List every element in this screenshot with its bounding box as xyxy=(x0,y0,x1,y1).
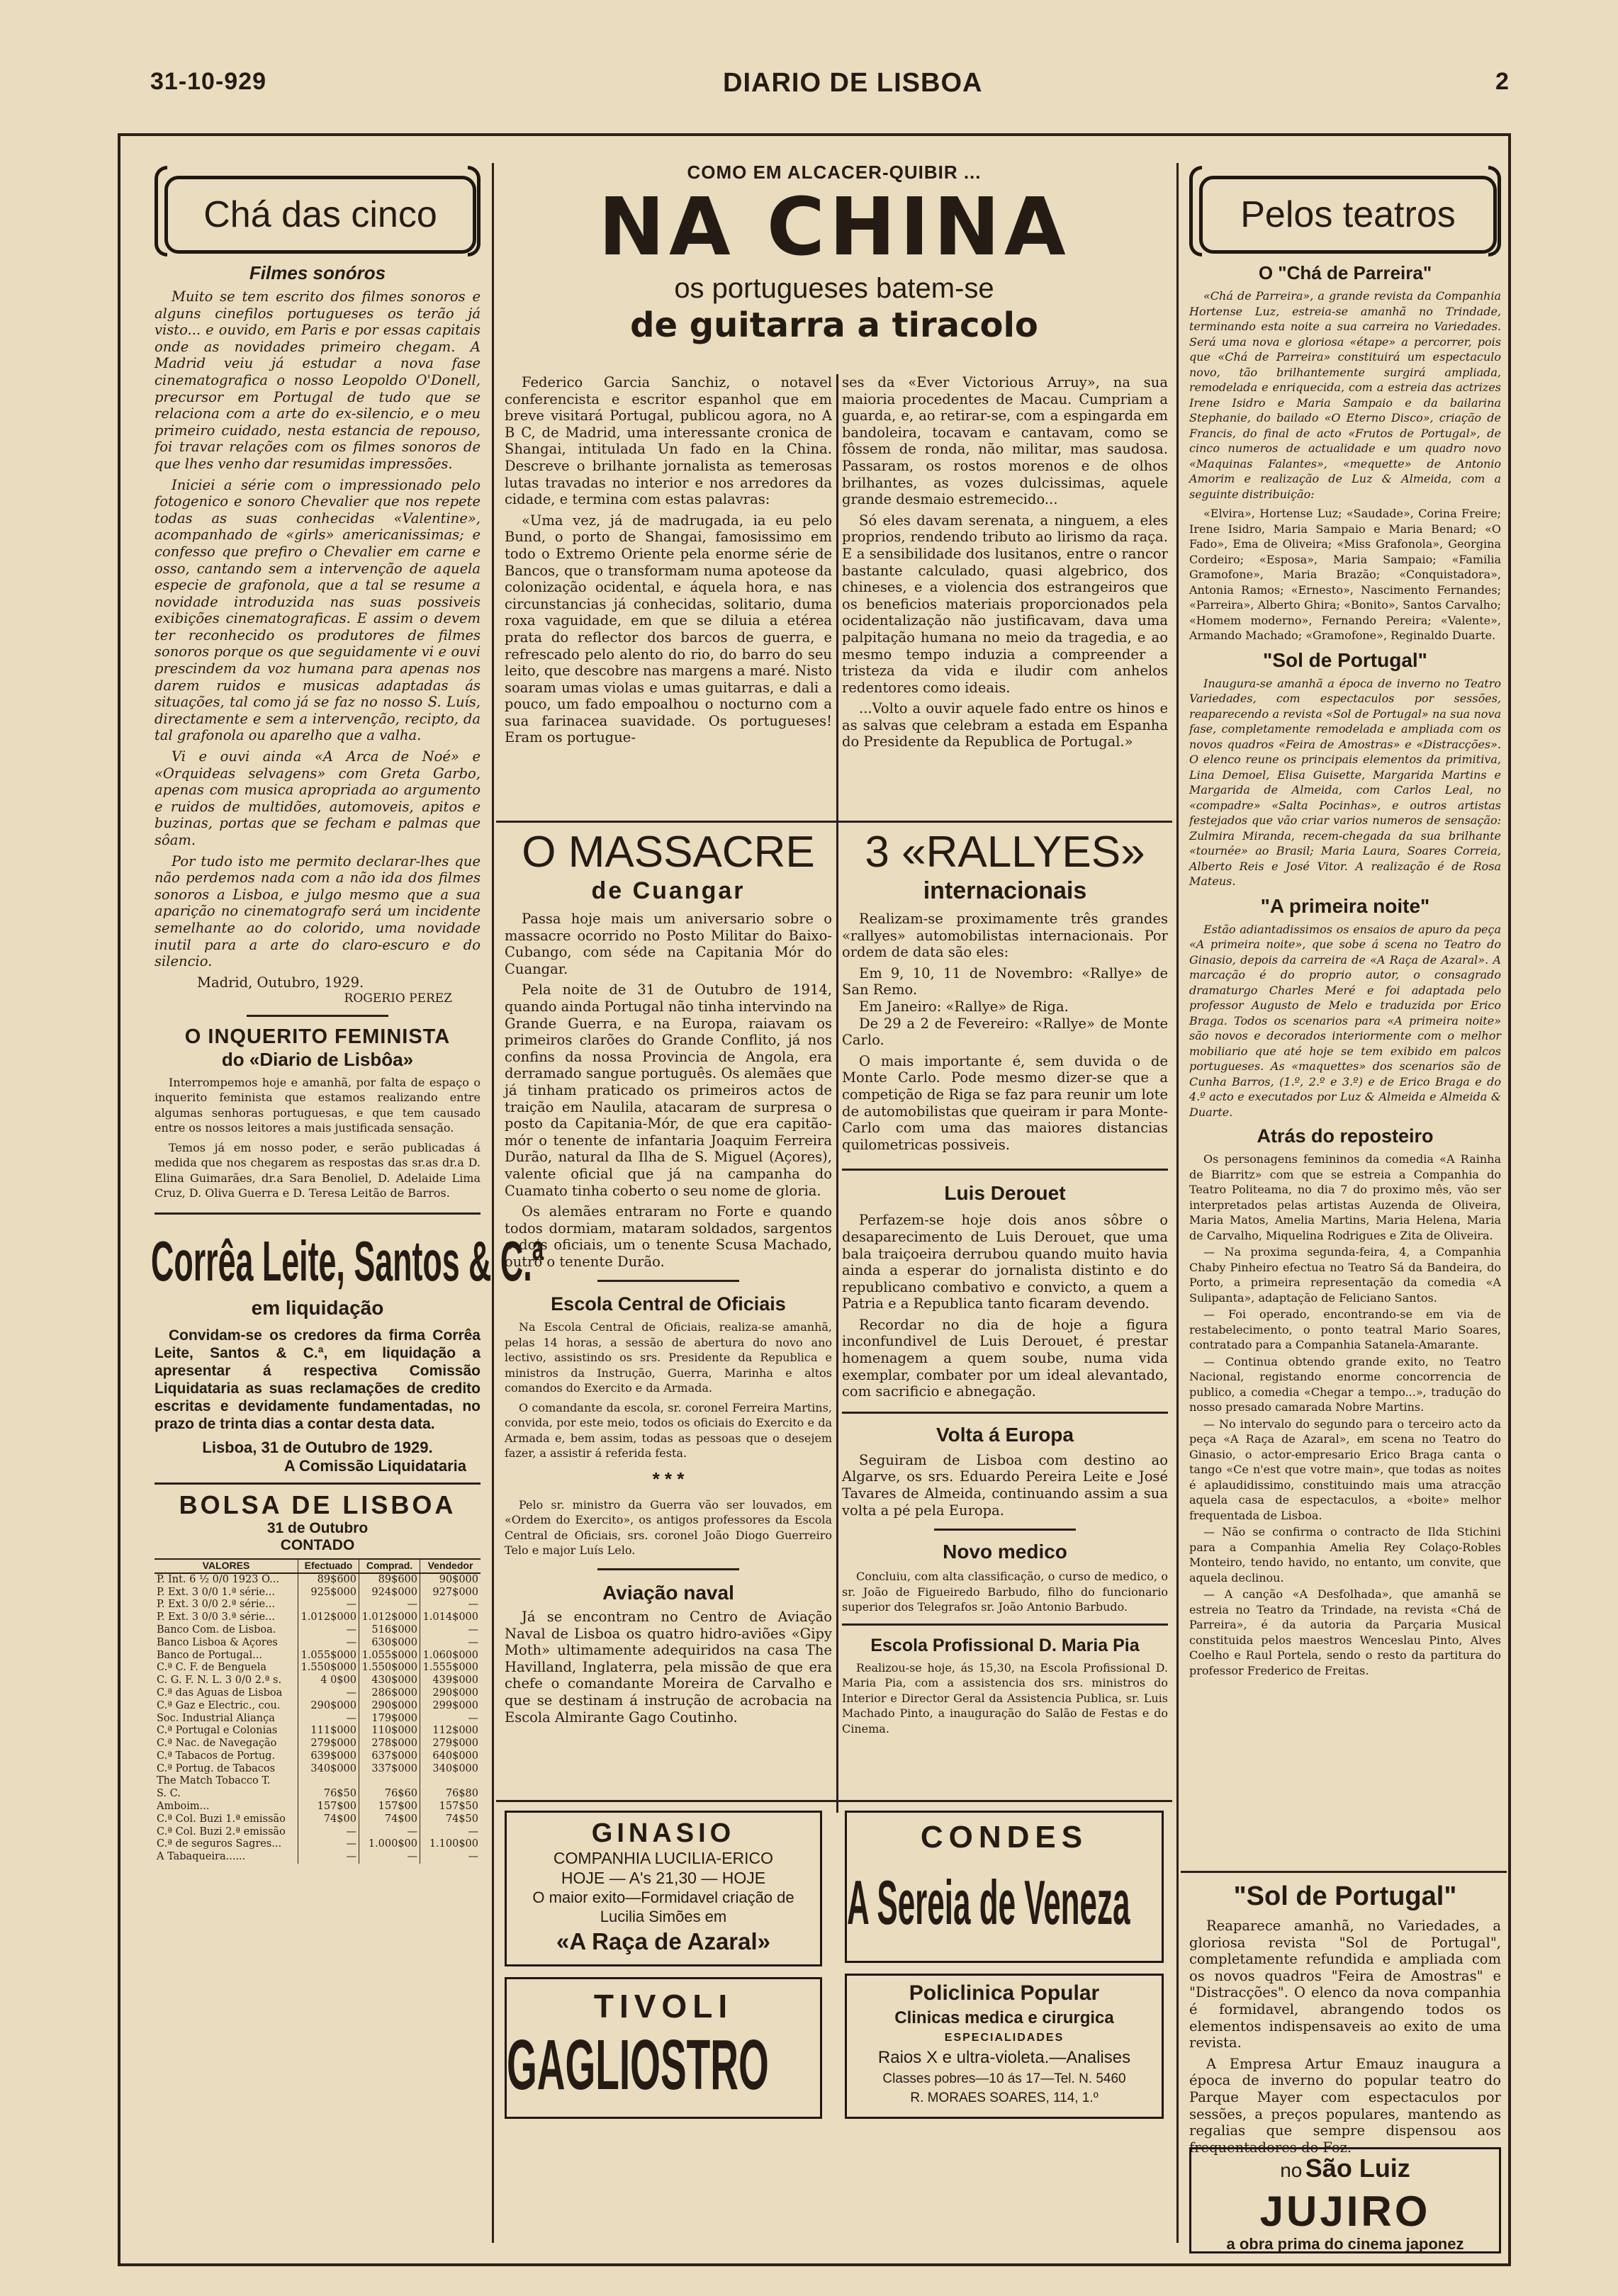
bolsa-header-cell: Efectuado xyxy=(298,1559,359,1573)
bolsa-price-cell: 639$000 xyxy=(298,1750,359,1763)
massacre-subtitle: de Cuangar xyxy=(591,877,746,904)
rallyes-title: 3 «RALLYES» xyxy=(865,828,1145,877)
sao-luiz-pre: no xyxy=(1280,2159,1303,2181)
ornament-bracket-left xyxy=(1189,166,1202,257)
bolsa-price-cell: — xyxy=(359,1851,420,1864)
china-subtitle: os portugueses batem-se xyxy=(674,273,994,304)
sol-portugal-ad xyxy=(1189,1879,1501,2160)
china-headline-block xyxy=(496,162,1172,346)
filmes-paragraph: Por tudo isto me permito declarar-lhes que não perdemos nada com a não ida dos filmes sonoros a Lisboa, e julgo mesmo que a sua aparição no cinematografo será um incidente semelhante ao do colorido, uma novidade inutil para a arte do claro-escuro e do silencio. xyxy=(155,852,481,970)
bolsa-security-cell: Soc. Industrial Aliança xyxy=(157,1712,275,1724)
escola-paragraph: O comandante da escola, sr. coronel Ferreira Martins, convida, por este meio, todos os oficiais do Exercito e da Armada e, bem assim, todas as pessoas que o desejem fazer, a assistir á referida festa. xyxy=(505,1400,832,1461)
bolsa-security-cell: Amboim... xyxy=(157,1801,210,1813)
bolsa-price-cell: 637$000 xyxy=(359,1750,420,1763)
china-paragraph: Federico Garcia Sanchiz, o notavel conferencista e escritor espanhol que em breve visitará Portugal, publicou agora, no A B C, de Madrid, uma interessante cronica de Shangai, intitulada Un fado en la China. Descreve o brilhante jornalista as temerosas lutas travadas no interior e nos arredores da cidade, e termina com estas palavras: xyxy=(505,374,832,508)
bolsa-price-cell: — xyxy=(298,1713,359,1726)
bolsa-security-cell: Banco Lisboa & Açores xyxy=(157,1636,278,1648)
bolsa-price-cell: 110$000 xyxy=(359,1725,420,1738)
separator xyxy=(842,1623,1168,1626)
derouet-paragraph: Recordar no dia de hoje a figura inconfundivel de Luis Derouet, é prestar homenagem a quem soube, numa vida exemplar, combater por um ideal alevantado, com sacrificio e abnegação. xyxy=(842,1316,1168,1400)
bolsa-price-cell: 278$000 xyxy=(359,1738,420,1750)
bolsa-price-cell: — xyxy=(420,1599,481,1611)
bolsa-header-row xyxy=(155,1559,481,1573)
tivoli-ad xyxy=(505,1977,822,2119)
ornament-bracket-right xyxy=(1488,166,1501,257)
rallyes-paragraph: O mais importante é, sem duvida o de Monte Carlo. Pode mesmo dizer-se que a competição de Riga se faz para reunir um lote de automobilistas que queiram ir para Monte-Carlo com uma das maiores distancias quilometricas possiveis. xyxy=(842,1052,1168,1153)
bolsa-row xyxy=(155,1687,481,1700)
filmes-place: Madrid, Outubro, 1929. xyxy=(197,974,364,991)
bolsa-price-cell: 4 0$00 xyxy=(298,1675,359,1687)
tivoli-title: TIVOLI xyxy=(593,1988,734,2025)
column-4 xyxy=(1189,163,1501,1682)
bolsa-price-cell: — xyxy=(420,1624,481,1637)
bolsa-security-cell: C.ª Gaz e Electric., cou. xyxy=(157,1699,281,1711)
separator xyxy=(842,1169,1168,1171)
separator xyxy=(155,1212,481,1215)
europa-title: Volta á Europa xyxy=(936,1423,1074,1446)
atras-paragraph: — Foi operado, encontrando-se em via de restabelecimento, o ponto teatral Mario Soares, contratado para a Companhia Satanela-Amarante. xyxy=(1189,1307,1501,1351)
filmes-paragraph: Muito se tem escrito dos filmes sonoros e alguns cinefilos portugueses os terão já visto... e ouvido, em Paris e por essas capitais onde as novidades primeiro chegam. A Madrid veiu já estudar a nova fase cinematografica o nosso Leopoldo O'Donell, precursor em Portugal de tudo que se relaciona com a arte do ex-silencio, e o meu primeiro cuidado, nesta estancia de repouso, foi travar relações com os filmes sonoros de que lhes venho dar resumidas impressões. xyxy=(155,288,481,472)
bolsa-row xyxy=(155,1675,481,1687)
filmes-paragraph: Iniciei a série com o impressionado pelo fotogenico e sonoro Chevalier que nos repete todas as suas conhecidas «Valentine», acompanhado de «girls» americanissimas; e confesso que prefiro o Chevalier em carne e osso, cantando sem a intervenção de aquela especie de grafonola, que a tal se resume a novidade introduzida nas suas possiveis exibições cinematograficas. E assim o devem ter reconhecido os produtores de filmes sonoros porque os que seguidamente vi e ouvi prescindem da voz humana para apenas nos darem ruidos e musicas adaptadas ás situações, tal como já se faz no nosso S. Luís, directamente e sem a intervenção, recipto, da tal grafonola ou aparelho que a valha. xyxy=(155,476,481,744)
bolsa-price-cell: 290$000 xyxy=(298,1700,359,1713)
bolsa-row xyxy=(155,1713,481,1726)
bolsa-price-cell: — xyxy=(298,1826,359,1839)
pelos-teatros-box xyxy=(1199,176,1497,254)
bolsa-security-cell: A Tabaqueira...... xyxy=(157,1851,246,1863)
separator xyxy=(1181,1871,1507,1873)
bolsa-price-cell: 516$000 xyxy=(359,1624,420,1637)
bolsa-price-cell: — xyxy=(298,1851,359,1864)
pelos-teatros-title: Pelos teatros xyxy=(1240,194,1456,235)
bolsa-security-cell: Banco de Portugal... xyxy=(157,1649,262,1661)
bolsa-price-cell: 340$000 xyxy=(420,1763,481,1776)
column-divider xyxy=(836,828,838,1813)
atras-paragraph: — Não se confirma o contracto de Ilda Stichini para a Companhia Amelia Rey Colaço-Robles Monteiro, tendo havido, no entanto, um convite, que aquela declinou. xyxy=(1189,1525,1501,1585)
bolsa-price-cell: — xyxy=(420,1637,481,1650)
bolsa-price-cell: 1.550$000 xyxy=(359,1662,420,1675)
policlinica-hours: Classes pobres—10 ás 17—Tel. N. 5460 xyxy=(882,2071,1126,2086)
separator xyxy=(597,1568,739,1570)
escola-paragraph: Na Escola Central de Oficiais, realiza-se amanhã, pelas 14 horas, a sessão de abertura do novo ano lectivo, assistindo os srs. Presidente da Republica e ministros da Instrução, Guerra, Marinha e altos comandos do Exercito e da Armada. xyxy=(505,1320,832,1395)
filmes-paragraph: Vi e ouvi ainda «A Arca de Noé» e «Orquideas selvagens» com Greta Garbo, apenas com musica apropriada ao argumento e ruidos de multidões, automoveis, apitos e buzinas, portas que se fecham e palmas que sôam. xyxy=(155,748,481,848)
bolsa-price-cell xyxy=(420,1775,481,1788)
bolsa-security-cell: C.ª C. F. de Benguela xyxy=(157,1662,267,1674)
ornament-bracket-right xyxy=(468,166,481,257)
bolsa-security-cell: C.ª Portugal e Colonias xyxy=(157,1725,278,1737)
europa-text: Seguiram de Lisboa com destino ao Algarve, os srs. Eduardo Pereira Leite e José Tavares de Almeida, continuando assim a sua volta a pé pela Europa. xyxy=(842,1451,1168,1519)
bolsa-security-cell: C.ª de seguros Sagres... xyxy=(157,1838,282,1850)
sao-luiz-title: São Luiz xyxy=(1305,2154,1410,2183)
filmes-signature: ROGERIO PEREZ xyxy=(344,991,452,1006)
rallyes-article xyxy=(842,828,1168,1740)
sao-luiz-film: JUJIRO xyxy=(1259,2188,1431,2235)
stars-separator: * * * xyxy=(652,1468,685,1490)
bolsa-price-cell: 112$000 xyxy=(420,1725,481,1738)
bolsa-price-cell: — xyxy=(298,1637,359,1650)
bolsa-price-cell: — xyxy=(420,1826,481,1839)
bolsa-security-cell: S. C. xyxy=(157,1788,181,1800)
derouet-title: Luis Derouet xyxy=(944,1182,1066,1205)
rallyes-subtitle: internacionais xyxy=(923,877,1087,904)
bolsa-price-cell: 430$000 xyxy=(359,1675,420,1687)
china-paragraph: ses da «Ever Victorious Arruy», na sua maioria procedentes de Macau. Cumpriam a guarda, e, ao retirar-se, com a espingarda em bandoleira, tocavam e cantavam, como se fôssem de ronda, não militar, mas saudosa. Passaram, os rostos morenos e de olhos brilhantes, as vozes dulcissimas, aquele grande desmaio estremecido... xyxy=(842,374,1168,508)
bolsa-security-cell: C.ª Col. Buzi 1.ª emissão xyxy=(157,1813,286,1825)
sol-ad-paragraph: A Empresa Artur Emauz inaugura a época de inverno do popular teatro do Parque Mayer com espectaculos por sessões, a preços populares, mantendo as regalias que sempre dispensou aos frequentadores do Foz. xyxy=(1189,2055,1501,2156)
correa-text: Convidam-se os credores da firma Corrêa Leite, Santos & C.ª, em liquidação a apresentar á respectiva Comissão Liquidataria as suas reclamações de credito escritas e devidamente fundamentadas, no prazo de trinta dias a contar desta data. xyxy=(155,1327,481,1432)
bolsa-price-cell: 290$000 xyxy=(359,1700,420,1713)
separator xyxy=(842,1412,1168,1414)
bolsa-row xyxy=(155,1624,481,1637)
bolsa-price-cell: 157$00 xyxy=(359,1801,420,1813)
bolsa-row xyxy=(155,1826,481,1839)
bolsa-security-cell: C.ª das Aguas de Lisboa xyxy=(157,1687,283,1699)
aviacao-text: Já se encontram no Centro de Aviação Naval de Lisboa os quatro hidro-aviões «Gipy Moth» ultimamente adequiridos na casa The Havilland, Inglaterra, pela missão de que era chefe o comandante Moreira de Carvalho e que se destinam á instrução de acrobacia na Escola Almirante Gago Coutinho. xyxy=(505,1608,832,1726)
condes-title: CONDES xyxy=(920,1820,1089,1855)
bolsa-price-cell: 925$000 xyxy=(298,1587,359,1599)
sao-luiz-sub: a obra prima do cinema japonez xyxy=(1226,2235,1464,2253)
ginasio-play: «A Raça de Azaral» xyxy=(556,1928,771,1954)
bolsa-price-cell: 630$000 xyxy=(359,1637,420,1650)
bolsa-price-cell: — xyxy=(298,1624,359,1637)
china-title: NA CHINA xyxy=(598,181,1070,274)
bolsa-row xyxy=(155,1611,481,1624)
bolsa-row xyxy=(155,1573,481,1587)
bolsa-price-cell: 157$00 xyxy=(298,1801,359,1813)
ginasio-desc: O maior exito—Formidavel criação de Lucilia Simões em xyxy=(532,1889,794,1925)
bolsa-row xyxy=(155,1662,481,1675)
ornament-bracket-left xyxy=(155,166,167,257)
bolsa-price-cell: — xyxy=(298,1599,359,1611)
bolsa-row xyxy=(155,1788,481,1801)
ginasio-time: HOJE — A's 21,30 — HOJE xyxy=(561,1869,766,1887)
medico-title: Novo medico xyxy=(943,1541,1067,1563)
bolsa-price-cell: 1.555$000 xyxy=(420,1662,481,1675)
bolsa-row xyxy=(155,1813,481,1826)
column-divider xyxy=(836,374,838,828)
bolsa-price-cell: 90$000 xyxy=(420,1573,481,1587)
bolsa-price-cell: 179$000 xyxy=(359,1713,420,1726)
policlinica-services: Clinicas medica e cirurgica xyxy=(894,2008,1114,2027)
massacre-title: O MASSACRE xyxy=(522,828,815,877)
bolsa-header-cell: Comprad. xyxy=(359,1559,420,1573)
ginasio-title: GINASIO xyxy=(591,1818,736,1848)
sol-ad-paragraph: Reaparece amanhã, no Variedades, a gloriosa revista "Sol de Portugal", completamente refundida e ampliada com os novos quadros "Feira de Amostras" e "Distracções". O elenco da nova companhia é formidavel, abrangendo todos os elementos indispensaveis ao exito de uma revista. xyxy=(1189,1918,1501,2052)
bolsa-price-cell: 1.060$000 xyxy=(420,1650,481,1662)
atras-paragraph: — A canção «A Desfolhada», que amanhã se estreia no Teatro da Trindade, na revista «Chá de Parreira», é da autoria da Parçaria Musical constituida pelos maestros Wenceslau Pinto, Alves Coelho e Raul Portela, sendo o resto da partitura do professor Frederico de Freitas. xyxy=(1189,1587,1501,1677)
bolsa-security-cell: P. Ext. 3 0/0 3.ª série... xyxy=(157,1611,275,1623)
bolsa-row xyxy=(155,1700,481,1713)
bolsa-security-cell: C.ª Nac. de Navegação xyxy=(157,1738,277,1750)
ginasio-ad xyxy=(505,1811,822,1966)
bolsa-price-cell: 439$000 xyxy=(420,1675,481,1687)
cha-das-cinco-title: Chá das cinco xyxy=(203,194,437,235)
separator xyxy=(496,1800,1172,1802)
bolsa-security-cell: The Match Tobacco T. xyxy=(157,1775,271,1787)
bolsa-contado: CONTADO xyxy=(280,1536,355,1553)
rallyes-paragraph: Realizam-se proximamente três grandes «rallyes» automobilistas internacionais. Por ordem de data são eles: xyxy=(842,911,1168,961)
rallyes-paragraph: De 29 a 2 de Fevereiro: «Rallye» de Monte Carlo. xyxy=(842,1015,1168,1049)
bolsa-price-cell: 927$000 xyxy=(420,1587,481,1599)
bolsa-price-cell: 89$600 xyxy=(359,1573,420,1587)
bolsa-date: 31 de Outubro xyxy=(266,1519,369,1536)
condes-ad xyxy=(845,1811,1164,1963)
bolsa-row xyxy=(155,1763,481,1776)
china-kicker: COMO EM ALCACER-QUIBIR ... xyxy=(687,162,982,183)
bolsa-price-cell: 279$000 xyxy=(420,1738,481,1750)
policlinica-ad xyxy=(845,1974,1164,2119)
bolsa-price-cell: 299$000 xyxy=(420,1700,481,1713)
bolsa-row xyxy=(155,1750,481,1763)
tivoli-film: GAGLIOSTRO xyxy=(507,2025,769,2105)
escola-mp-text: Realizou-se hoje, ás 15,30, na Escola Profissional D. Maria Pia, com a assistencia dos srs. ministros do Interior e Director Geral da Assistencia Publica, sr. Luis Machado Pinto, a inauguração do Salão de Festas e do Cinema. xyxy=(842,1660,1168,1735)
bolsa-price-cell: 157$50 xyxy=(420,1801,481,1813)
bolsa-security-cell: P. Ext. 3 0/0 2.ª série... xyxy=(157,1599,275,1611)
bolsa-price-cell: 74$50 xyxy=(420,1813,481,1826)
china-paragraph: ...Volto a ouvir aquele fado entre os hinos e as salvas que celebram a estada em Espanha do Presidente da Republica de Portugal.» xyxy=(842,700,1168,750)
correa-subtitle: em liquidação xyxy=(251,1296,384,1319)
bolsa-row xyxy=(155,1738,481,1750)
escola-mp-title: Escola Profissional D. Maria Pia xyxy=(870,1635,1140,1655)
rallyes-paragraph: Em Janeiro: «Rallye» de Riga. xyxy=(859,998,1069,1015)
escola-extra: Pelo sr. ministro da Guerra vão ser louvados, em «Ordem do Exercito», os antigos professores da Escola Central de Oficiais, srs. coronel João Diogo Guerreiro Telo e major Luís Lelo. xyxy=(505,1497,832,1558)
condes-film: A Sereia de Veneza xyxy=(847,1867,1130,1937)
separator xyxy=(155,1482,481,1485)
bolsa-price-cell: 1.000$00 xyxy=(359,1838,420,1851)
chaparreira-paragraph: «Elvira», Hortense Luz; «Saudade», Corina Freire; Irene Isidro, Maria Sampaio e Maria Benard; «O Fado», Ema de Oliveira; «Miss Grafonola», Georgina Cordeiro; «Esposa», Maria Sampaio; «Familia Gramofone», Maria Brazão; «Conquistadora», Antonia Ramos; «Ernesto», Nascimento Fernandes; «Parreira», Alberto Ghira; «Bonito», Santos Carvalho; «Homem moderno», Fernando Pereira; «Valente», Armando Machado; «Gramofone», Reginaldo Duarte. xyxy=(1189,507,1501,642)
bolsa-price-cell: 76$80 xyxy=(420,1788,481,1801)
bolsa-row xyxy=(155,1851,481,1864)
bolsa-row xyxy=(155,1637,481,1650)
column-2 xyxy=(505,374,832,750)
solportugal-text: Inaugura-se amanhã a época de inverno no Teatro Variedades, com espectaculos por sessões, reaparecendo a revista «Sol de Portugal» na sua nova fase, completamente remodelada e ampliada com os novos quadros «Feira de Amostras» e «Distracções». O elenco reune os principais elementos da primitiva, Lina Demoel, Elisa Guisette, Margarida Martins e Margarida de Almeida, com Carlos Leal, no «compadre» «Salta Pocinhas», e outros artistas festejados que vão criar varios numeros de sensação: Zulmira Miranda, recem-chegada da sua brilhante «tournée» ao Brasil; Maria Laura, Soares Correia, Alberto Reis e José Vitor. A realização é de Rosa Mateus. xyxy=(1189,676,1501,888)
bolsa-price-cell: 290$000 xyxy=(420,1687,481,1700)
atras-paragraph: Os personagens femininos da comedia «A Rainha de Biarritz» com que se estreia a Companhia do Teatro Politeama, no dia 7 do proximo mês, vão ser interpretados pelas artistas Auzenda de Oliveira, Maria Matos, Amelia Martins, Maria Helena, Maria de Carvalho, Miquelina Rodrigues e Zita de Oliveira. xyxy=(1189,1152,1501,1242)
bolsa-security-cell: Banco Com. de Lisboa. xyxy=(157,1623,276,1636)
bolsa-price-cell: 337$000 xyxy=(359,1763,420,1776)
bolsa-row xyxy=(155,1650,481,1662)
sao-luiz-ad xyxy=(1189,2147,1501,2253)
column-1 xyxy=(151,163,544,1864)
separator xyxy=(247,1015,388,1017)
atras-paragraph: — No intervalo do segundo para o terceiro acto da peça «A Raça de Azaral», em scena no Teatro do Ginasio, o actor-empresario Erico Braga canta o tango «Ce n'est que votre main», que todas as noites é aplaudidissimo, constituindo mais uma atracção aquela casa de espectaculos, a «boite» melhor frequentada de Lisboa. xyxy=(1189,1417,1501,1522)
bolsa-title: BOLSA DE LISBOA xyxy=(179,1490,456,1519)
china-paragraph: «Uma vez, já de madrugada, ia eu pelo Bund, o porto de Shangai, famosissimo em todo o Extremo Oriente pela enorme série de Bancos, que o transformam numa apoteose da colonização ocidental, e áquela hora, e nas circunstancias já conhecidas, solitario, duma roxa vaguidade, em que se diluia a etérea prata do reflector dos barcos de guerra, e refrescado pelo alento do rio, do barro do seu leito, que descobre nas margens a maré. Nisto soaram umas violas e umas guitarras, e dali a pouco, um fado empoalhou o nocturno com a sua farinacea suavidade. Os portugueses! Eram os portugue- xyxy=(505,512,832,746)
bolsa-header-cell: Vendedor xyxy=(420,1559,481,1573)
massacre-paragraph: Passa hoje mais um aniversario sobre o massacre ocorrido no Posto Militar do Baixo-Cubango, com séde na Capitania Mór do Cuangar. xyxy=(505,911,832,977)
bolsa-security-cell: C. G. F. N. L. 3 0/0 2.ª s. xyxy=(157,1675,282,1687)
bolsa-price-cell: 1.055$000 xyxy=(359,1650,420,1662)
column-3 xyxy=(842,374,1168,755)
inquerito-paragraph: Interrompemos hoje e amanhã, por falta de espaço o inquerito feminista que estamos realizando entre algumas senhoras portuguesas, e que tem causado entre os nossos leitores a mais justificada sensação. xyxy=(155,1075,481,1135)
correa-title: Corrêa Leite, Santos & C.ª xyxy=(151,1229,544,1293)
separator xyxy=(597,1280,739,1282)
bolsa-price-cell: 1.012$000 xyxy=(359,1611,420,1624)
correa-date: Lisboa, 31 de Outubro de 1929. xyxy=(202,1438,433,1456)
aviacao-title: Aviação naval xyxy=(602,1581,734,1604)
filmes-heading: Filmes sonóros xyxy=(249,262,386,283)
massacre-paragraph: Os alemães entraram no Forte e quando todos dormiam, mataram soldados, sargentos e dois oficiais, um o tenente Scusa Machado, outro o tenente Durão. xyxy=(505,1203,832,1270)
massacre-paragraph: Pela noite de 31 de Outubro de 1914, quando ainda Portugal não tinha intervindo na Grande Guerra, e na Europa, raiavam os primeiros clarões do Grande Conflito, já nos confins da nossa Provincia de Angola, era derramado sangue português. Os alemães que já tinham praticado os primeiros actos de traição em Naulila, atacaram de surpresa o posto da Capitania-Mór, de que era capitão-mór o tenente de infantaria Joaquim Ferreira Durão, natural da Ilha de S. Miguel (Açores), valente oficial que já na campanha do Cuamato tinha coberto o seu nome de gloria. xyxy=(505,981,832,1199)
china-subtitle-2: de guitarra a tiracolo xyxy=(630,305,1038,345)
bolsa-security-cell: C.ª Col. Buzi 2.ª emissão xyxy=(157,1825,286,1838)
chaparreira-paragraph: «Chá de Parreira», a grande revista da Companhia Hortense Luz, estreia-se amanhã no Trindade, terminando esta noite a sua carreira no Variedades. Será uma nova e gloriosa «étape» a percorrer, pois que «Chá de Parreira» constituirá um espectaculo novo, tão brilhantemente surgirá ampliada, remodelada e enriquecida, com a estreia das actrizes Irene Isidro e Maria Sampaio e da bailarina Stephanie, do bailado «O Eterno Disco», criação de Francis, do final de acto «Frutos de Portugal», de cinco numeros de actualidade e um quadro novo «Maquinas Falantes», «mequette» de Antonio Amorim e realização de Luz & Almeida, com a seguinte distribuição: xyxy=(1189,289,1501,501)
column-divider xyxy=(492,163,494,2243)
bolsa-price-cell: 640$000 xyxy=(420,1750,481,1763)
bolsa-security-cell: C.ª Portug. de Tabacos xyxy=(157,1762,276,1774)
policlinica-title: Policlinica Popular xyxy=(909,1981,1100,2005)
massacre-article xyxy=(505,828,832,1730)
ginasio-company: COMPANHIA LUCILIA-ERICO xyxy=(553,1849,774,1867)
atras-paragraph: — Continua obtendo grande exito, no Teatro Nacional, registando enorme concorrencia de publico, a comedia «Chegar a tempo...», tradução do nosso presado camarada Nobre Martins. xyxy=(1189,1354,1501,1414)
bolsa-price-cell: 76$60 xyxy=(359,1788,420,1801)
policlinica-specialties: ESPECIALIDADES xyxy=(944,2032,1064,2044)
bolsa-price-cell: 340$000 xyxy=(298,1763,359,1776)
primeira-text: Estão adiantadissimos os ensaios de apuro da peça «A primeira noite», que sobe á scena no Teatro do Ginasio, depois da carreira de «A Raça de Azaral». A marcação é do proprio autor, o consagrado dramaturgo Charles Meré e foi adaptada pelo professor Augusto de Melo e traduzida por Erico Braga. Todos os scenarios para «A primeira noite» são novos e decorados interiormente com o melhor mobiliario que até hoje se tem exibido em palcos portugueses. As «maquettes» dos scenarios são de Cunha Barros, (1.º, 2.º e 3.º) e de Erico Braga e do 4.º acto e executados por Luz & Almeida e Almeida & Duarte. xyxy=(1189,922,1501,1119)
separator xyxy=(934,1529,1076,1531)
policlinica-address: R. MORAES SOARES, 114, 1.º xyxy=(910,2090,1099,2105)
column-divider xyxy=(1176,163,1179,2243)
derouet-paragraph: Perfazem-se hoje dois anos sôbre o desaparecimento de Luis Derouet, que uma bala traiçoeira derrubou quando muito havia ainda a esperar do jornalista distinto e do republicano combativo e convicto, a quem a Patria e a Republica tanto ficaram devendo. xyxy=(842,1212,1168,1312)
bolsa-price-cell: 1.012$000 xyxy=(298,1611,359,1624)
bolsa-header-cell: VALORES xyxy=(155,1559,298,1573)
bolsa-price-cell: — xyxy=(298,1687,359,1700)
cha-das-cinco-box xyxy=(164,176,476,254)
bolsa-price-cell: 74$00 xyxy=(298,1813,359,1826)
bolsa-row xyxy=(155,1725,481,1738)
sol-ad-title: "Sol de Portugal" xyxy=(1233,1881,1457,1911)
bolsa-price-cell: — xyxy=(420,1851,481,1864)
bolsa-price-cell: — xyxy=(298,1838,359,1851)
bolsa-price-cell: — xyxy=(359,1826,420,1839)
bolsa-price-cell xyxy=(298,1775,359,1788)
bolsa-row xyxy=(155,1775,481,1788)
bolsa-table xyxy=(155,1558,481,1864)
rallyes-paragraph: Em 9, 10, 11 de Novembro: «Rallye» de San Remo. xyxy=(842,964,1168,998)
bolsa-price-cell: 1.055$000 xyxy=(298,1650,359,1662)
inquerito-paragraph: Temos já em nosso poder, e serão publicadas á medida que nos chegarem as respostas das sr.as dr.a D. Elina Guimarães, dr.a Sara Benoliel, D. Adelaide Lima Cruz, D. Oliva Guerra e D. Teresa Leitão de Barros. xyxy=(155,1140,481,1200)
bolsa-price-cell: 279$000 xyxy=(298,1738,359,1750)
bolsa-price-cell: 1.550$000 xyxy=(298,1662,359,1675)
bolsa-row xyxy=(155,1838,481,1851)
bolsa-row xyxy=(155,1587,481,1599)
correa-signature: A Comissão Liquidataria xyxy=(283,1456,466,1475)
bolsa-price-cell: — xyxy=(420,1713,481,1726)
bolsa-price-cell xyxy=(359,1775,420,1788)
bolsa-price-cell: 76$50 xyxy=(298,1788,359,1801)
bolsa-row xyxy=(155,1599,481,1611)
bolsa-row xyxy=(155,1801,481,1813)
separator xyxy=(496,821,1172,823)
chaparreira-title: O "Chá de Parreira" xyxy=(1258,262,1432,283)
bolsa-security-cell: P. Ext. 3 0/0 1.ª série... xyxy=(157,1586,275,1598)
bolsa-security-cell: C.ª Tabacos de Portug. xyxy=(157,1750,276,1762)
bolsa-price-cell: 89$600 xyxy=(298,1573,359,1587)
bolsa-price-cell: 111$000 xyxy=(298,1725,359,1738)
bolsa-price-cell: 1.014$000 xyxy=(420,1611,481,1624)
escola-title: Escola Central de Oficiais xyxy=(551,1293,786,1315)
inquerito-title: O INQUERITO FEMINISTA xyxy=(184,1025,451,1048)
medico-text: Concluiu, com alta classificação, o curso de medico, o sr. João de Figueiredo Barbudo, filho do funcionario superior dos Telegrafos sr. João Antonio Barbudo. xyxy=(842,1570,1168,1614)
bolsa-price-cell: 286$000 xyxy=(359,1687,420,1700)
page-date: 31-10-929 xyxy=(150,68,267,95)
bolsa-price-cell: — xyxy=(359,1599,420,1611)
solportugal-title: "Sol de Portugal" xyxy=(1263,648,1427,671)
policlinica-xray: Raios X e ultra-violeta.—Analises xyxy=(877,2048,1131,2067)
newspaper-title: DIARIO DE LISBOA xyxy=(723,68,983,98)
page-number: 2 xyxy=(1495,68,1510,95)
china-paragraph: Só eles davam serenata, a ninguem, a eles proprios, rendendo tributo ao lirismo da raça. E a sensibilidade dos lusitanos, entre o rancor bastante calculado, quasi algebrico, dos chineses, e a violencia dos estrangeiros que os beneficios materiais proporcionados pela ocidentalização não justificavam, dava uma palpitação humana no meio da tragedia, e ao mesmo tempo induzia a compreender a tristeza da vida e iludir com anhelos redentores como ideais. xyxy=(842,512,1168,696)
bolsa-price-cell: 1.100$00 xyxy=(420,1838,481,1851)
bolsa-price-cell: 924$000 xyxy=(359,1587,420,1599)
bolsa-security-cell: P. Int. 6 ½ 0/0 1923 O... xyxy=(157,1573,279,1585)
bolsa-price-cell: 74$00 xyxy=(359,1813,420,1826)
atras-paragraph: — Na proxima segunda-feira, 4, a Companhia Chaby Pinheiro efectua no Teatro Sá da Bandeira, do Porto, a primeira representação da comedia «A Sulipanta», adaptação de Feliciano Santos. xyxy=(1189,1245,1501,1305)
atras-title: Atrás do reposteiro xyxy=(1257,1125,1434,1147)
primeira-title: "A primeira noite" xyxy=(1260,894,1430,917)
inquerito-subtitle: do «Diario de Lisbôa» xyxy=(221,1048,414,1070)
